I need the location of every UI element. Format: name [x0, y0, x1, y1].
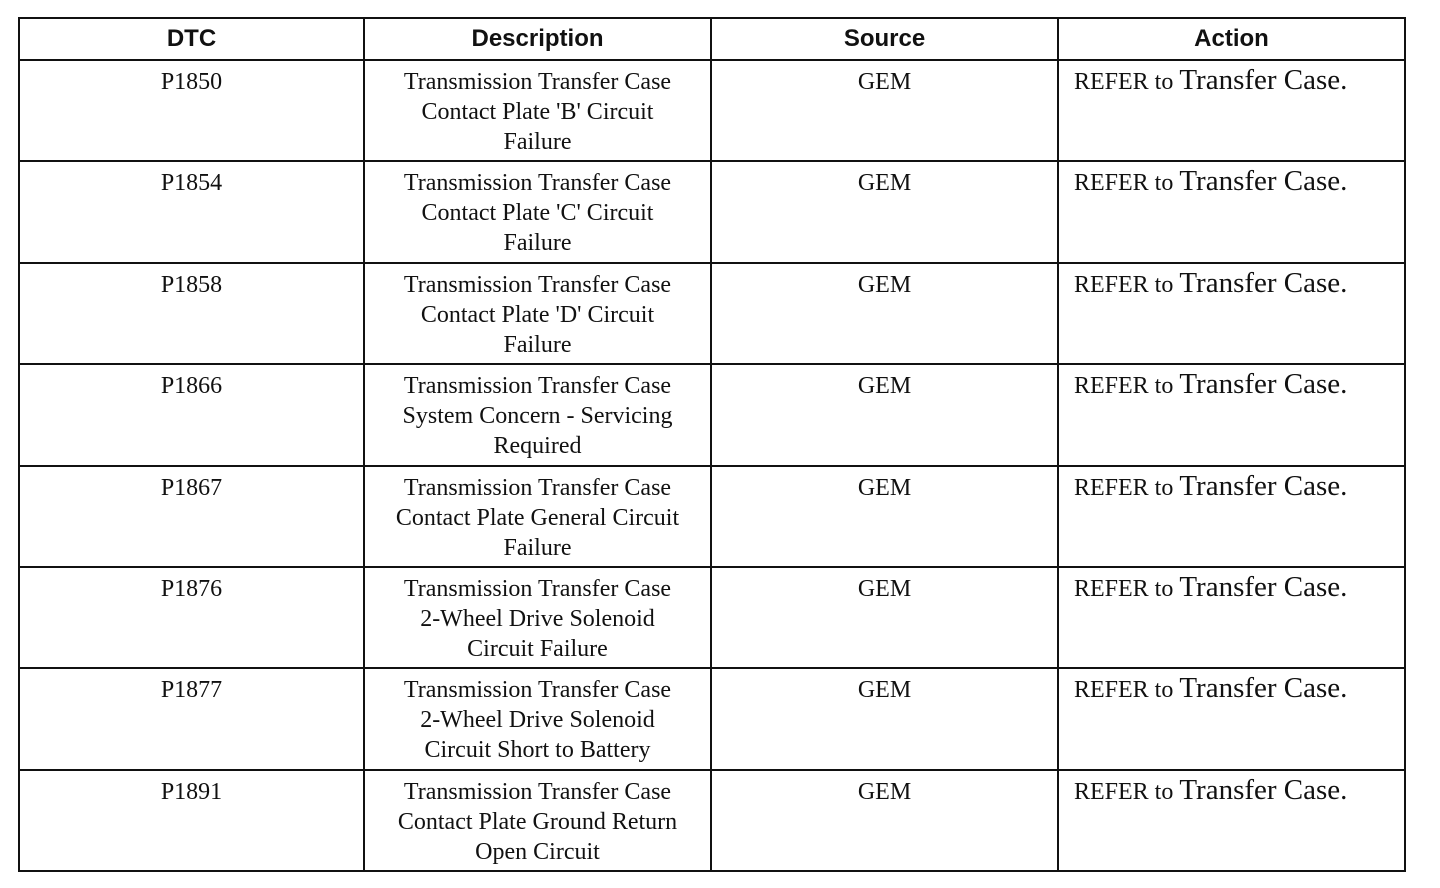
description-cell [364, 161, 711, 262]
dtc-code: P1876 [160, 575, 223, 602]
description-line: Contact Plate General Circuit [395, 504, 680, 531]
description-line: Failure [503, 230, 572, 257]
dtc-code: P1866 [160, 373, 223, 400]
description-line: Required [493, 433, 582, 460]
action-refer-prefix: REFER to [1074, 373, 1174, 400]
table-row [19, 263, 1405, 364]
header-action: Action [1058, 18, 1405, 60]
description-line: Failure [503, 129, 572, 155]
action-refer-target: Transfer Case. [1179, 773, 1348, 806]
action-refer-prefix: REFER to [1074, 271, 1174, 298]
source-value: GEM [857, 778, 912, 805]
action-refer-target: Transfer Case. [1179, 64, 1348, 96]
dtc-code: P1850 [160, 69, 223, 95]
description-cell [364, 668, 711, 769]
dtc-table [18, 17, 1406, 872]
source-value: GEM [857, 170, 912, 197]
table-row [19, 364, 1405, 465]
action-refer-prefix: REFER to [1074, 677, 1174, 704]
action-cell [1058, 567, 1405, 668]
source-value: GEM [857, 677, 912, 704]
action-refer-prefix: REFER to [1074, 170, 1174, 197]
description-line: Transmission Transfer Case [403, 69, 672, 95]
description-cell [364, 466, 711, 567]
description-cell [364, 364, 711, 465]
source-cell [711, 60, 1058, 161]
action-cell [1058, 161, 1405, 262]
description-line: Open Circuit [475, 838, 600, 865]
action-cell [1058, 364, 1405, 465]
dtc-cell [19, 466, 364, 567]
description-line: Transmission Transfer Case [403, 271, 672, 298]
table-row [19, 567, 1405, 668]
table-row [19, 60, 1405, 161]
description-line: Transmission Transfer Case [403, 677, 672, 704]
source-cell [711, 770, 1058, 871]
action-refer-target: Transfer Case. [1179, 672, 1348, 705]
dtc-code: P1867 [160, 474, 223, 501]
action-cell [1058, 263, 1405, 364]
description-line: Failure [503, 331, 572, 358]
description-line: System Concern - Servicing [402, 403, 673, 430]
description-line: Contact Plate 'C' Circuit [421, 200, 654, 227]
description-cell [364, 263, 711, 364]
action-refer-prefix: REFER to [1074, 69, 1174, 95]
action-cell [1058, 60, 1405, 161]
source-value: GEM [857, 474, 912, 501]
action-refer-target: Transfer Case. [1179, 165, 1348, 198]
source-cell [711, 466, 1058, 567]
table-row [19, 668, 1405, 769]
dtc-code: P1854 [160, 170, 223, 197]
dtc-cell [19, 668, 364, 769]
action-refer-target: Transfer Case. [1179, 570, 1348, 603]
description-line: Circuit Failure [467, 635, 608, 662]
source-value: GEM [857, 373, 912, 400]
action-refer-prefix: REFER to [1074, 474, 1174, 501]
description-line: Transmission Transfer Case [403, 474, 672, 501]
action-refer-target: Transfer Case. [1179, 469, 1348, 502]
action-cell [1058, 770, 1405, 871]
description-cell [364, 60, 711, 161]
dtc-cell [19, 263, 364, 364]
action-refer-target: Transfer Case. [1179, 266, 1348, 299]
dtc-code: P1891 [160, 778, 223, 805]
description-line: Contact Plate Ground Return [397, 808, 678, 835]
description-line: Circuit Short to Battery [424, 737, 651, 764]
source-value: GEM [857, 271, 912, 298]
source-value: GEM [857, 69, 912, 95]
description-line: Failure [503, 534, 572, 561]
header-source: Source [711, 18, 1058, 60]
header-description: Description [364, 18, 711, 60]
description-line: Transmission Transfer Case [403, 575, 672, 602]
header-dtc: DTC [19, 18, 364, 60]
dtc-cell [19, 60, 364, 161]
dtc-code: P1877 [160, 677, 223, 704]
description-line: Contact Plate 'B' Circuit [421, 99, 654, 125]
action-cell [1058, 466, 1405, 567]
description-cell [364, 770, 711, 871]
description-line: Transmission Transfer Case [403, 373, 672, 400]
source-cell [711, 668, 1058, 769]
dtc-cell [19, 364, 364, 465]
source-cell [711, 263, 1058, 364]
dtc-code: P1858 [160, 271, 223, 298]
dtc-cell [19, 770, 364, 871]
source-cell [711, 567, 1058, 668]
description-cell [364, 567, 711, 668]
action-cell [1058, 668, 1405, 769]
table-header-row [19, 18, 1405, 60]
dtc-cell [19, 161, 364, 262]
dtc-cell [19, 567, 364, 668]
source-cell [711, 364, 1058, 465]
table-row [19, 770, 1405, 871]
description-line: Transmission Transfer Case [403, 170, 672, 197]
source-cell [711, 161, 1058, 262]
action-refer-prefix: REFER to [1074, 778, 1174, 805]
description-line: Transmission Transfer Case [403, 778, 672, 805]
description-line: Contact Plate 'D' Circuit [420, 301, 655, 328]
table-row [19, 466, 1405, 567]
action-refer-target: Transfer Case. [1179, 368, 1348, 401]
table-row [19, 161, 1405, 262]
source-value: GEM [857, 575, 912, 602]
description-line: 2-Wheel Drive Solenoid [420, 707, 655, 734]
description-line: 2-Wheel Drive Solenoid [420, 605, 655, 632]
action-refer-prefix: REFER to [1074, 575, 1174, 602]
